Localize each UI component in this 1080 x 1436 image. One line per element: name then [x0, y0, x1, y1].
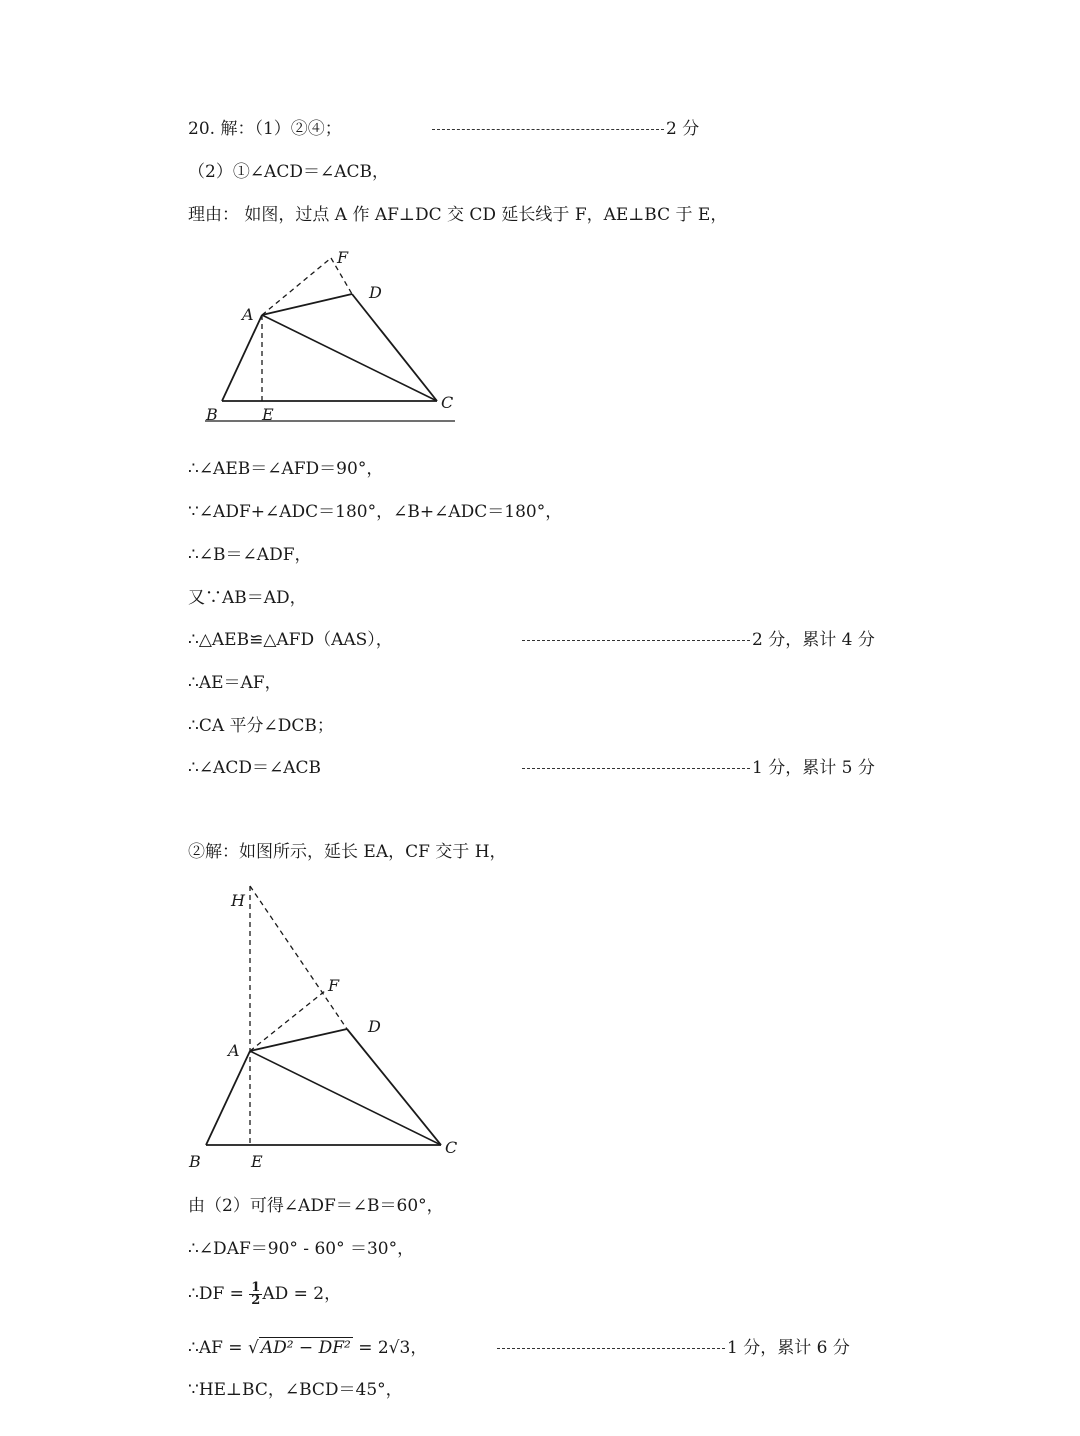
segment-AD	[262, 294, 352, 315]
line-step-6: ∴AE＝AF，	[188, 673, 282, 693]
label-C: C	[441, 393, 454, 412]
sqrt-radicand: AD² − DF²	[260, 1338, 351, 1358]
segment-AB	[206, 1051, 250, 1145]
label-A: A	[242, 305, 254, 324]
line-step-10: ∴∠DAF＝90° - 60° ＝30°，	[188, 1239, 415, 1259]
line-step-13: ∵HE⊥BC，∠BCD＝45°，	[188, 1380, 403, 1400]
line-part-2: ②解：如图所示，延长 EA，CF 交于 H，	[188, 842, 507, 862]
line-step-3: ∴∠B＝∠ADF，	[188, 545, 312, 565]
fraction-denominator: 2	[251, 1293, 261, 1308]
line-step-9: 由（2）可得∠ADF＝∠B＝60°，	[188, 1196, 444, 1216]
af-suffix: = 2√3，	[352, 1338, 428, 1358]
figure-2	[206, 886, 441, 1145]
segment-DC	[352, 294, 437, 401]
segment-AC	[250, 1051, 441, 1145]
score-text: 2 分，累计 4 分	[752, 630, 875, 650]
line-step-4: 又∵AB＝AD，	[188, 588, 307, 608]
segment-AB	[222, 315, 262, 401]
figure-2-labels	[188, 891, 457, 1171]
line-step-8: ∴∠ACD＝∠ACB	[188, 758, 321, 778]
label-D: D	[368, 1017, 381, 1036]
score-text: 1 分，累计 5 分	[752, 758, 875, 778]
line-answer-2: （2）①∠ACD＝∠ACB，	[188, 162, 389, 182]
score-text: 2 分	[666, 119, 700, 139]
score-text: 1 分，累计 6 分	[727, 1338, 850, 1358]
line-step-12: ∴AF = √ AD² − DF² = 2√3，	[188, 1338, 428, 1358]
label-F: F	[328, 976, 340, 995]
label-F: F	[337, 248, 349, 267]
label-A: A	[228, 1041, 240, 1060]
line-answer-1: 20. 解：（1）②④；	[188, 119, 342, 139]
label-E: E	[262, 405, 274, 424]
line-step-2: ∵∠ADF+∠ADC＝180°，∠B+∠ADC＝180°，	[188, 502, 563, 522]
label-D: D	[369, 283, 382, 302]
segment-AC	[262, 315, 437, 401]
line-step-5: ∴△AEB≌△AFD（AAS），	[188, 630, 393, 650]
figure-1	[205, 258, 455, 421]
fraction-numerator: 1	[251, 1280, 261, 1295]
line-step-1: ∴∠AEB＝∠AFD＝90°，	[188, 459, 384, 479]
label-B: B	[189, 1152, 201, 1171]
label-C: C	[445, 1138, 458, 1157]
line-reason: 理由： 如图，过点 A 作 AF⊥DC 交 CD 延长线于 F，AE⊥BC 于 E，	[188, 205, 728, 225]
df-prefix: ∴DF =	[188, 1284, 250, 1304]
figure-1-labels	[205, 248, 453, 424]
af-prefix: ∴AF =	[188, 1338, 248, 1358]
line-step-7: ∴CA 平分∠DCB；	[188, 716, 334, 736]
df-suffix: AD = 2，	[262, 1284, 342, 1304]
label-B: B	[206, 405, 218, 424]
segment-DC	[347, 1029, 441, 1145]
label-E: E	[251, 1152, 263, 1171]
segment-HF-dashed	[250, 886, 347, 1029]
label-H: H	[231, 891, 245, 910]
